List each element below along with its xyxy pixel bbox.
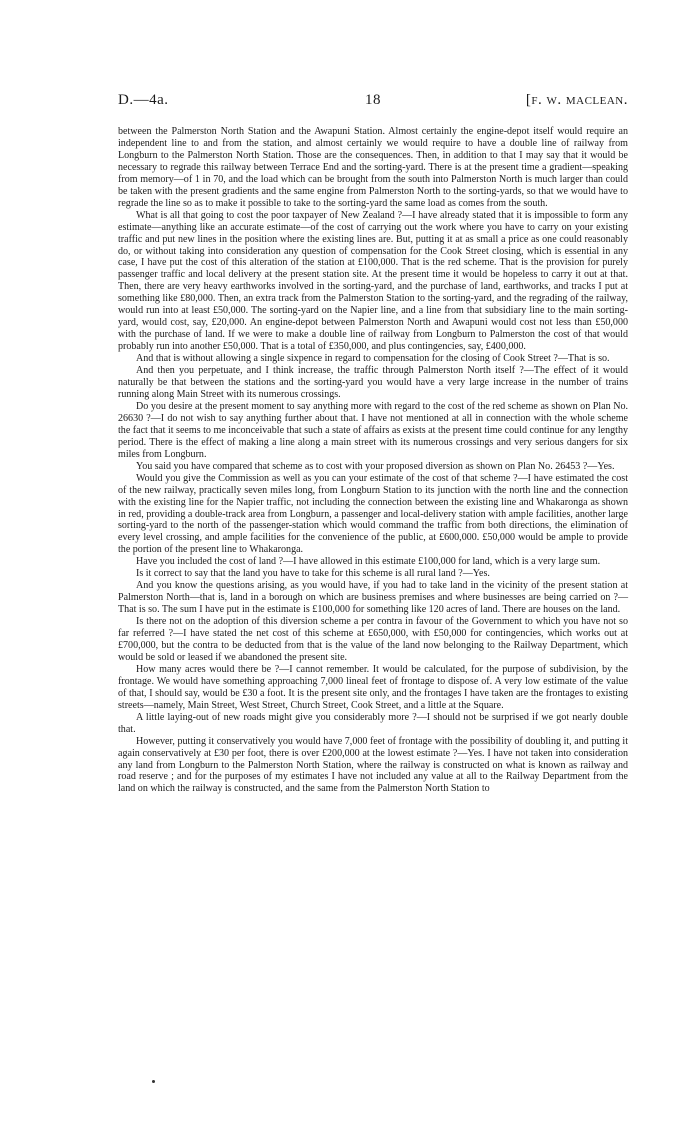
document-reference: D.—4a. [118,92,169,108]
paragraph: Would you give the Commission as well as you can your estimate of the cost of that scheme ?—I have estimated the cost of the new railway, practically seven miles long, from Longburn Station to its junction with the north line and the connection with the existing line for the Napier traffic, not including the connection between the existing line and Whakaronga as shown in red, providing a double-track area from Longburn, a passenger and local-delivery station with ample facilities, another large sorting-yard to the north of the passenger-station which would command the traffic from both directions, the elimination of every level crossing, and ample facilities for the convenience of the public, at £600,000. £50,000 would be ample to provide the portion of the present line to Whakaronga. [118,472,628,556]
page-header [118,92,628,114]
paragraph: You said you have compared that scheme as to cost with your proposed diversion as shown on Plan No. 26453 ?—Yes. [136,460,615,472]
paragraph: However, putting it conservatively you would have 7,000 feet of frontage with the possibility of doubling it, and putting it again conservatively at £30 per foot, there is over £200,000 at the lowest estimate ?—Yes. I have not taken into consideration any land from Longburn to the Palmerston North Station, where the railway is constructed on what is known as railway and road reserve ; and for the purposes of my estimates I have not included any value at all to the Railway Department from the land on which the railway is constructed, and the same from the Palmerston North Station to [118,735,628,795]
page-speck [152,1080,155,1083]
paragraph: And you know the questions arising, as you would have, if you had to take land in the vicinity of the present station at Palmerston North—that is, land in a borough on which are business premises and where businesses are being carried on ?—That is so. The sum I have put in the estimate is £100,000 for something like 120 acres of land. There are houses on the land. [118,580,628,616]
paragraph: Is there not on the adoption of this diversion scheme a per contra in favour of the Government to which you have not so far referred ?—I have stated the net cost of this scheme at £650,000, with £50,000 for contingencies, which works out at £700,000, but the contra to be deducted from that is the value of the land now belonging to the Railway Department, which would be sold or leased if we abandoned the present site. [118,616,628,663]
page-number: 18 [365,92,381,108]
paragraph: between the Palmerston North Station and the Awapuni Station. Almost certainly the engine-depot itself would require an independent line to and from the station, and almost certainly we would require to have a double line of railway from Longburn to the Palmerston North Station. Those are the consequences. Then, in addition to that I may say that it would be necessary to regrade this railway between Terrace End and the sorting-yard. There is at the present time a gradient—speaking from memory—of 1 in 70, and the load which can be brought from the south into Palmerston North is much larger than could be taken with the present gradients and the same engine from Palmerston North to the sorting-yards, so that we would have to regrade the line so as to make it possible to take to the sorting-yard the same load as comes from the south. [118,126,628,209]
paragraph: Is it correct to say that the land you have to take for this scheme is all rural land ?—Yes. [136,568,490,580]
paragraph: Have you included the cost of land ?—I have allowed in this estimate £100,000 for land, which is a very large sum. [136,556,601,568]
page-body [118,126,628,795]
paragraph: A little laying-out of new roads might give you considerably more ?—I should not be surprised if we got nearly double that. [118,711,628,735]
paragraph: And that is without allowing a single sixpence in regard to compensation for the closing of Cook Street ?—That is so. [136,353,610,365]
paragraph: What is all that going to cost the poor taxpayer of New Zealand ?—I have already stated that it is impossible to form any estimate—anything like an accurate estimate—of the cost of carrying out the work where you have to carry on your existing traffic and put new lines in the position where the existing lines are. But, putting it at as small a price as one could reasonably do, or without taking into consideration any question of compensation for the Cook Street closing, which is essential in any case, I have put the cost of this alteration of the station at £100,000. That is the red scheme. That is the provision for purely passenger traffic and local delivery at the present station site. At the present time it would be hopeless to carry it out at that. Then, there are very heavy earthworks involved in the sorting-yard, and the purchase of land, earthworks, and tracks I put at something like £80,000. Then, an extra track from the Palmerston Station to the sorting-yard, and the regrading of the railway, would run into at least £50,000. The sorting-yard on the Napier line, and a line from that subsidiary line to the main sorting-yard, would cost, say, £20,000. An engine-depot between Palmerston North and Awapuni would cost not less than £50,000 with the purchase of land. If we were to make a double line of railway from Longburn to Palmerston the cost of that would probably run into another £50,000. That is a total of £350,000, and plus contingencies, say, £400,000. [118,209,628,353]
paragraph: How many acres would there be ?—I cannot remember. It would be calculated, for the purpose of subdivision, by the frontage. We would have something approaching 7,000 lineal feet of frontage to dispose of. A very low estimate of the value of that, I should say, would be £30 a foot. It is the present site only, and the frontages I have taken are the frontages to existing streets—namely, Main Street, West Street, Church Street, Cook Street, and a little at the Square. [118,663,628,711]
witness-name: [f. w. maclean. [525,92,628,108]
paragraph: Do you desire at the present moment to say anything more with regard to the cost of the red scheme as shown on Plan No. 26630 ?—I do not wish to say anything further about that. I have not mentioned at all in connection with the whole scheme the fact that it seems to me inconceivable that such a state of affairs as exists at the present time could continue for any lengthy period. There is the effect of making a line along a main street with its numerous crossings and very serious dangers for six miles from Longburn. [118,400,628,460]
paragraph: And then you perpetuate, and I think increase, the traffic through Palmerston North itself ?—The effect of it would naturally be that between the stations and the sorting-yard you would have a very large increase in the number of trains running along Main Street with its numerous crossings. [118,365,628,400]
